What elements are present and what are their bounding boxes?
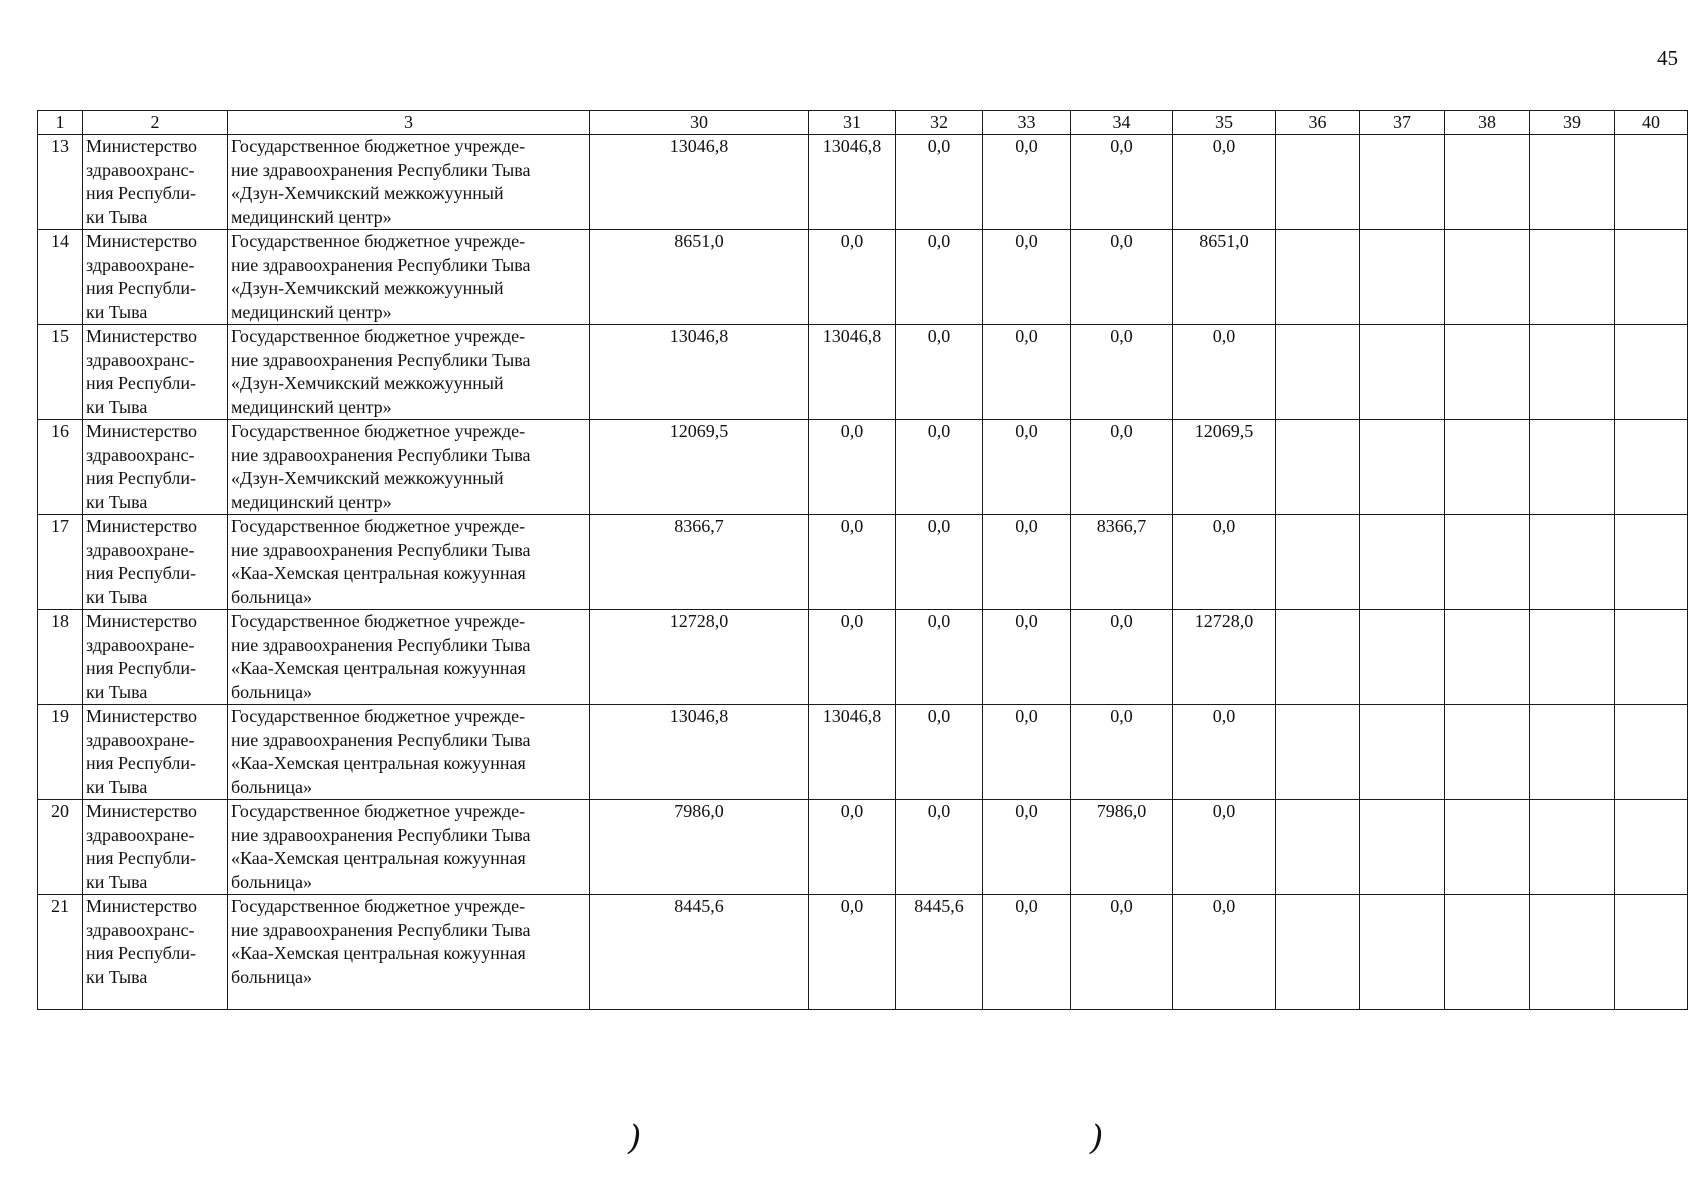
value-cell: 12069,5: [1173, 420, 1276, 515]
ministry-cell: Министерство здравоохране- ния Республи- ки Тыва: [83, 705, 228, 800]
row-number-cell: 18: [38, 610, 83, 705]
value-cell: 0,0: [1173, 325, 1276, 420]
ministry-cell: Министерство здравоохране- ния Республи- ки Тыва: [83, 800, 228, 895]
value-cell: [1445, 895, 1530, 1010]
organization-cell: Государственное бюджетное учрежде- ние здравоохранения Республики Тыва «Каа-Хемская центральная кожуунная больница»: [228, 705, 590, 800]
value-cell: 13046,8: [590, 325, 809, 420]
value-cell: [1445, 420, 1530, 515]
value-cell: [1276, 800, 1360, 895]
organization-cell: Государственное бюджетное учрежде- ние здравоохранения Республики Тыва «Дзун-Хемчикский межкожуунный медицинский центр»: [228, 325, 590, 420]
value-cell: 0,0: [896, 135, 983, 230]
column-header: 3: [228, 111, 590, 135]
value-cell: 0,0: [1071, 230, 1173, 325]
row-number-cell: 16: [38, 420, 83, 515]
value-cell: [1530, 705, 1615, 800]
ministry-cell: Министерство здравоохранс- ния Республи- ки Тыва: [83, 895, 228, 1010]
value-cell: 0,0: [1071, 135, 1173, 230]
value-cell: [1276, 135, 1360, 230]
value-cell: 0,0: [809, 230, 896, 325]
organization-cell: Государственное бюджетное учрежде- ние здравоохранения Республики Тыва «Дзун-Хемчикский межкожуунный медицинский центр»: [228, 420, 590, 515]
value-cell: [1276, 895, 1360, 1010]
header-row: [38, 111, 1688, 135]
value-cell: [1276, 230, 1360, 325]
organization-cell: Государственное бюджетное учрежде- ние здравоохранения Республики Тыва «Каа-Хемская центральная кожуунная больница»: [228, 800, 590, 895]
value-cell: 0,0: [983, 705, 1071, 800]
value-cell: 12728,0: [590, 610, 809, 705]
table-row: [38, 325, 1688, 420]
column-header: 39: [1530, 111, 1615, 135]
value-cell: 0,0: [1173, 800, 1276, 895]
value-cell: 8445,6: [896, 895, 983, 1010]
value-cell: [1360, 515, 1445, 610]
value-cell: [1445, 800, 1530, 895]
ministry-cell: Министерство здравоохранс- ния Республи- ки Тыва: [83, 325, 228, 420]
value-cell: 0,0: [896, 325, 983, 420]
table-row: [38, 420, 1688, 515]
value-cell: [1530, 895, 1615, 1010]
row-number-cell: 15: [38, 325, 83, 420]
value-cell: [1445, 135, 1530, 230]
value-cell: 13046,8: [809, 705, 896, 800]
value-cell: [1445, 325, 1530, 420]
value-cell: 7986,0: [590, 800, 809, 895]
column-header: 40: [1615, 111, 1688, 135]
value-cell: 0,0: [896, 420, 983, 515]
value-cell: 0,0: [983, 420, 1071, 515]
column-header: 32: [896, 111, 983, 135]
value-cell: 0,0: [809, 515, 896, 610]
column-header: 36: [1276, 111, 1360, 135]
value-cell: [1445, 230, 1530, 325]
value-cell: [1615, 230, 1688, 325]
table-row: [38, 230, 1688, 325]
value-cell: 8651,0: [1173, 230, 1276, 325]
value-cell: [1530, 800, 1615, 895]
value-cell: 0,0: [983, 325, 1071, 420]
organization-cell: Государственное бюджетное учрежде- ние здравоохранения Республики Тыва «Каа-Хемская центральная кожуунная больница»: [228, 895, 590, 1010]
column-header: 31: [809, 111, 896, 135]
value-cell: 0,0: [983, 895, 1071, 1010]
value-cell: 0,0: [896, 610, 983, 705]
value-cell: [1276, 705, 1360, 800]
value-cell: 8366,7: [1071, 515, 1173, 610]
value-cell: 13046,8: [590, 705, 809, 800]
table-row: [38, 895, 1688, 1010]
organization-cell: Государственное бюджетное учрежде- ние здравоохранения Республики Тыва «Дзун-Хемчикский межкожуунный медицинский центр»: [228, 230, 590, 325]
table-row: [38, 610, 1688, 705]
value-cell: 0,0: [983, 230, 1071, 325]
value-cell: [1360, 800, 1445, 895]
value-cell: [1615, 515, 1688, 610]
value-cell: [1530, 515, 1615, 610]
value-cell: 0,0: [983, 610, 1071, 705]
table-row: [38, 705, 1688, 800]
value-cell: [1276, 420, 1360, 515]
row-number-cell: 17: [38, 515, 83, 610]
organization-cell: Государственное бюджетное учрежде- ние здравоохранения Республики Тыва «Дзун-Хемчикский межкожуунный медицинский центр»: [228, 135, 590, 230]
value-cell: 0,0: [1071, 895, 1173, 1010]
value-cell: 0,0: [983, 515, 1071, 610]
value-cell: [1530, 610, 1615, 705]
value-cell: [1445, 610, 1530, 705]
column-header: 30: [590, 111, 809, 135]
value-cell: 0,0: [1173, 705, 1276, 800]
value-cell: 0,0: [809, 610, 896, 705]
value-cell: [1360, 705, 1445, 800]
value-cell: 8445,6: [590, 895, 809, 1010]
value-cell: 0,0: [1071, 610, 1173, 705]
value-cell: 13046,8: [809, 325, 896, 420]
value-cell: 12728,0: [1173, 610, 1276, 705]
table-row: [38, 515, 1688, 610]
value-cell: 0,0: [896, 515, 983, 610]
value-cell: [1360, 135, 1445, 230]
column-header: 2: [83, 111, 228, 135]
value-cell: [1615, 705, 1688, 800]
value-cell: [1445, 515, 1530, 610]
row-number-cell: 21: [38, 895, 83, 1010]
value-cell: [1360, 610, 1445, 705]
value-cell: 0,0: [1071, 705, 1173, 800]
value-cell: 0,0: [809, 895, 896, 1010]
budget-table: [37, 110, 1688, 1010]
value-cell: 0,0: [809, 420, 896, 515]
value-cell: 7986,0: [1071, 800, 1173, 895]
value-cell: 13046,8: [590, 135, 809, 230]
ministry-cell: Министерство здравоохранс- ния Республи- ки Тыва: [83, 420, 228, 515]
row-number-cell: 14: [38, 230, 83, 325]
value-cell: [1360, 325, 1445, 420]
value-cell: [1276, 325, 1360, 420]
footer-mark: ): [628, 1118, 642, 1158]
column-header: 1: [38, 111, 83, 135]
value-cell: [1615, 325, 1688, 420]
value-cell: [1276, 610, 1360, 705]
value-cell: 8651,0: [590, 230, 809, 325]
column-header: 33: [983, 111, 1071, 135]
value-cell: [1530, 230, 1615, 325]
value-cell: [1360, 420, 1445, 515]
value-cell: 0,0: [896, 800, 983, 895]
value-cell: [1530, 325, 1615, 420]
value-cell: [1615, 610, 1688, 705]
organization-cell: Государственное бюджетное учрежде- ние здравоохранения Республики Тыва «Каа-Хемская центральная кожуунная больница»: [228, 515, 590, 610]
value-cell: 0,0: [896, 230, 983, 325]
value-cell: 0,0: [1173, 515, 1276, 610]
value-cell: [1530, 420, 1615, 515]
table-body: [38, 135, 1688, 1010]
column-header: 34: [1071, 111, 1173, 135]
table-row: [38, 135, 1688, 230]
value-cell: [1276, 515, 1360, 610]
value-cell: 0,0: [1071, 420, 1173, 515]
column-header: 35: [1173, 111, 1276, 135]
ministry-cell: Министерство здравоохране- ния Республи- ки Тыва: [83, 610, 228, 705]
value-cell: 0,0: [1173, 135, 1276, 230]
value-cell: [1445, 705, 1530, 800]
value-cell: [1530, 135, 1615, 230]
value-cell: 0,0: [983, 135, 1071, 230]
value-cell: 8366,7: [590, 515, 809, 610]
ministry-cell: Министерство здравоохране- ния Республи- ки Тыва: [83, 230, 228, 325]
value-cell: [1615, 135, 1688, 230]
organization-cell: Государственное бюджетное учрежде- ние здравоохранения Республики Тыва «Каа-Хемская центральная кожуунная больница»: [228, 610, 590, 705]
value-cell: [1615, 420, 1688, 515]
value-cell: 12069,5: [590, 420, 809, 515]
ministry-cell: Министерство здравоохранс- ния Республи- ки Тыва: [83, 135, 228, 230]
value-cell: 13046,8: [809, 135, 896, 230]
value-cell: 0,0: [1071, 325, 1173, 420]
value-cell: [1615, 895, 1688, 1010]
ministry-cell: Министерство здравоохране- ния Республи- ки Тыва: [83, 515, 228, 610]
column-header: 38: [1445, 111, 1530, 135]
row-number-cell: 19: [38, 705, 83, 800]
value-cell: 0,0: [983, 800, 1071, 895]
value-cell: 0,0: [1173, 895, 1276, 1010]
table-row: [38, 800, 1688, 895]
row-number-cell: 20: [38, 800, 83, 895]
value-cell: 0,0: [896, 705, 983, 800]
page-number: 45: [1657, 46, 1678, 70]
value-cell: [1360, 230, 1445, 325]
row-number-cell: 13: [38, 135, 83, 230]
column-header: 37: [1360, 111, 1445, 135]
value-cell: [1615, 800, 1688, 895]
value-cell: [1360, 895, 1445, 1010]
footer-mark: ): [1090, 1118, 1104, 1158]
value-cell: 0,0: [809, 800, 896, 895]
